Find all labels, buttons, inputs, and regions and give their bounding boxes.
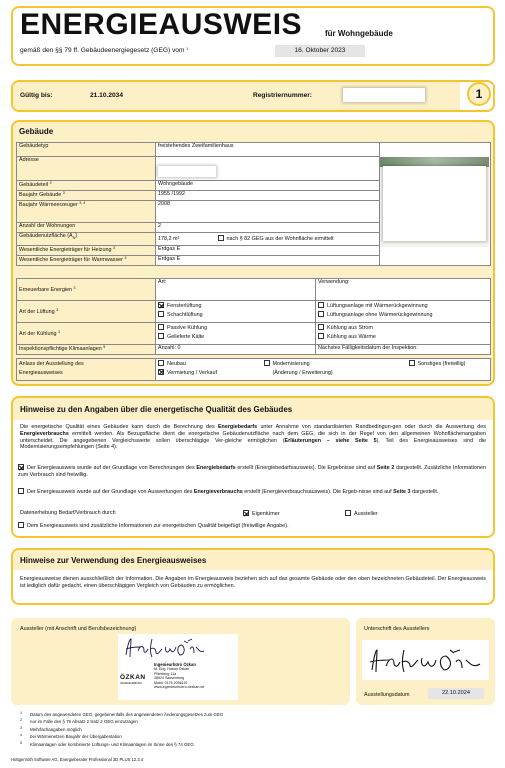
reason-modern: Modernisierung — [272, 361, 310, 367]
signature-label: Unterschrift des Ausstellers — [364, 626, 430, 632]
row-label-cooling — [17, 323, 156, 345]
reason-modern-checkbox[interactable] — [264, 360, 270, 366]
footnote-2 — [20, 718, 223, 725]
row-label-carrier-heat — [17, 246, 156, 256]
signature-date-label: Ausstellungsdatum — [364, 692, 410, 698]
notes-p5: Erläuterungen – siehe Seite 5 — [284, 437, 377, 444]
reason-new: Neubau — [167, 361, 186, 367]
row-value-year: 1955 /1992 — [156, 191, 380, 201]
usage-text: Energieausweise dienen ausschließlich der Information. Die Angaben im Energieausweis beziehen sich auf das gesamte Gebäude oder den oben bezeichneten Gebäudeteil. Der Energieausweis ist lediglich dafür gedacht, einen überschlägigen Vergleich von Gebäuden zu ermöglichen. — [20, 576, 486, 589]
law-date: 16. Oktober 2023 — [294, 47, 346, 54]
consumption-checkbox[interactable] — [18, 488, 24, 494]
document-subtitle: für Wohngebäude — [325, 29, 393, 38]
notes-option-consumption — [18, 488, 486, 496]
row-label-reason — [17, 359, 156, 381]
reason-label-2: Energieausweises — [19, 369, 63, 376]
data-owner-option — [243, 510, 280, 518]
area-note-checkbox[interactable] — [218, 235, 224, 241]
row-label-units: Anzahl der Wohnungen — [17, 223, 156, 233]
area-label-sub: N — [72, 236, 76, 241]
row-label-ac — [17, 345, 156, 355]
demand-d: Seite 2 — [376, 465, 395, 471]
area-label-text: Gebäudenutzfläche (A — [19, 233, 73, 239]
document-title: ENERGIEAUSWEIS — [20, 8, 303, 41]
cool-opt-passive: Passive Kühlung — [167, 325, 208, 331]
signature-date: 22.10.2024 — [442, 690, 470, 696]
reason-other-checkbox[interactable] — [409, 360, 415, 366]
signature-date-field — [428, 688, 484, 699]
page-number-circle — [467, 82, 491, 106]
notes-p2: unter Annahme von standardisierten Randbedingun-gen oder durch die Auswertung des — [257, 424, 486, 430]
ac-footnote: 5 — [103, 345, 106, 349]
stamp-street: Pilterberg 11a — [154, 671, 177, 676]
building-options-table — [16, 278, 491, 355]
reason-rent-checkbox[interactable] — [158, 369, 164, 375]
vent-label-text: Art der Lüftung — [19, 308, 55, 315]
footnote-1-n: 1 — [20, 711, 22, 715]
reason-other: Sonstiges (freiwillig) — [417, 361, 466, 367]
footnote-4 — [20, 733, 223, 740]
data-owner: Eigentümer — [252, 511, 280, 517]
photo-redacted — [383, 166, 486, 241]
notes-p4: ermittelt werden. Als Bezugsfläche dient die energetische Gebäudenutzfläche nach dem GEG, die sich in der Regel von den allgemeinen Wohnflächenangaben unterscheidet. Die angegebenen Vergleichswerte sollen überschlägige Ver-gleiche ermöglichen ( — [20, 430, 486, 444]
footnotes — [20, 711, 224, 748]
cool-footnote: 3 — [57, 329, 60, 334]
data-issuer-checkbox[interactable] — [345, 510, 351, 516]
data-owner-checkbox[interactable] — [243, 510, 249, 516]
vent-norecovery-checkbox[interactable] — [318, 311, 324, 317]
stamp-mobile: Mobil: 0176 2056191 — [154, 680, 188, 685]
row-label-type: Gebäudetyp — [17, 143, 156, 157]
renew-use: Verwendung: — [316, 279, 491, 301]
row-label-carrier-water — [17, 256, 156, 266]
usage-title: Hinweise zur Verwendung des Energieausweises — [20, 556, 207, 565]
notes-title: Hinweise zu den Angaben über die energetische Qualität des Gebäudes — [20, 405, 293, 414]
carrier-heat-footnote: 3 — [113, 246, 115, 250]
cool-label-text: Art der Kühlung — [19, 330, 57, 337]
law-line — [20, 47, 188, 56]
reason-modern-detail: (Änderung / Erweiterung) — [272, 369, 333, 376]
footnote-2-n: 2 — [20, 718, 22, 723]
footnote-5-text: Klimaanlagen oder kombinierte Lüftungs- und Klimaanlagen im Sinne des § 74 GEG — [30, 741, 194, 747]
vent-opt-shaft: Schachtlüftung — [167, 311, 203, 318]
data-issuer: Aussteller — [354, 511, 378, 517]
extra-info-checkbox[interactable] — [18, 522, 24, 528]
stamp-firm: Ingenieurbüro Özkan — [154, 662, 196, 667]
vent-shaft-checkbox[interactable] — [158, 311, 164, 317]
vent-opt-norecovery: Lüftungsanlage ohne Wärmerückgewinnung — [327, 311, 433, 318]
reason-table — [16, 358, 491, 381]
vent-footnote: 3 — [56, 307, 59, 312]
software-credit: Hottgenroth Software AG, Energieberater Professional 3D PLUS 12.3.4 — [11, 757, 144, 762]
renew-label-text: Erneuerbare Energien — [19, 286, 73, 293]
notes-option-demand — [18, 464, 486, 479]
law-footnote: 1 — [186, 47, 189, 51]
heater-year-label-text: Baujahr Wärmeerzeuger — [19, 202, 78, 208]
notes-p6: ). Teil des Energieausweises sind die Modernisierungsempfehlungen (Seite 4). — [20, 437, 487, 451]
vent-options-left — [156, 301, 316, 323]
notes-paragraph — [20, 424, 486, 451]
cool-opt-electric: Kühlung aus Strom — [327, 325, 373, 331]
year-label-text: Baujahr Gebäude — [19, 192, 62, 198]
footnote-4-n: 4 — [20, 733, 22, 738]
row-value-carrier-heat: Erdgas E — [156, 246, 380, 256]
row-label-renewables — [17, 279, 156, 301]
row-label-ventilation — [17, 301, 156, 323]
cons-e: dargestellt. — [410, 489, 439, 495]
row-value-units: 2 — [156, 223, 380, 233]
notes-p3: Energieverbrauchs — [20, 430, 69, 437]
issuer-stamp — [118, 634, 238, 700]
notes-p0: Die energetische Qualität eines Gebäudes kann durch die Berechnung des — [20, 424, 218, 430]
renew-footnote: 3 — [73, 285, 76, 290]
signature-icon — [366, 644, 484, 676]
cons-a: Der Energieausweis wurde auf der Grundlage von Auswertungen des — [27, 489, 194, 495]
footnote-3 — [20, 725, 223, 733]
cool-electric-checkbox[interactable] — [318, 324, 324, 330]
footnote-1 — [20, 711, 224, 718]
row-label-part — [17, 181, 156, 191]
carrier-heat-label-text: Wesentliche Energieträger für Heizung — [19, 247, 112, 253]
reason-rent: Vermietung / Verkauf — [167, 369, 218, 376]
issuer-logo-sub: INGENIEURBÜRO — [120, 682, 142, 685]
heater-year-footnote: 3, 4 — [79, 201, 86, 205]
reason-new-checkbox[interactable] — [158, 360, 164, 366]
demand-c: erstellt (Energiebedarfsausweis). Die Ergebnisse sind auf — [235, 465, 377, 471]
law-date-field — [275, 45, 365, 57]
cool-passive-checkbox[interactable] — [158, 324, 164, 330]
stamp-city: 38524 Sassenburg — [154, 676, 185, 681]
row-value-area — [156, 233, 380, 246]
vent-opt-window: Fensterlüftung — [167, 303, 202, 309]
cons-c: erstellt (Energieverbrauchsausweis). Die Ergeb-nisse sind auf — [242, 489, 394, 495]
footnote-1-text: Datum des angewendeten GEG, gegebenenfalls des angewendeten Änderungsgesetzes zum GEG — [30, 712, 224, 717]
row-value-part: Wohngebäude — [156, 181, 380, 191]
cool-delivered-checkbox[interactable] — [158, 333, 164, 339]
law-text: gemäß den §§ 79 ff. Gebäudeenergiegesetz (GEG) vom — [20, 47, 185, 54]
year-footnote: 3 — [62, 191, 65, 195]
issuer-logo: ÖZKAN — [120, 674, 146, 681]
row-value-type: freistehendes Zweifamilienhaus — [156, 143, 380, 157]
demand-e: dargestellt. Zusätzliche Informationen zum Verbrauch sind freiwillig. — [18, 465, 486, 478]
stamp-web: www.ingenieurbuero-oezkan.de — [154, 685, 205, 690]
ac-label-text: Inspektionspflichtige Klimaanlagen — [19, 346, 102, 352]
extra-info: Dem Energieausweis sind zusätzliche Informationen zur energetischen Qualität beigefügt (freiwillige Angabe). — [27, 523, 289, 529]
stamp-name: M. Eng. Hakan Özkan — [154, 667, 190, 672]
reason-col-2 — [262, 359, 407, 381]
area-value: 178,2 m² — [158, 236, 180, 242]
cool-options-left — [156, 323, 316, 345]
cons-b: Energieverbrauchs — [193, 489, 243, 495]
signature-field — [362, 640, 489, 680]
part-label-text: Gebäudeteil — [19, 182, 49, 188]
address-redacted — [158, 166, 216, 177]
cool-heat-checkbox[interactable] — [318, 333, 324, 339]
issuer-label: Aussteller (mit Anschrift und Berufsbezeichnung) — [20, 626, 137, 632]
ac-next-inspection: Nächstes Fälligkeitsdatum der Inspektion: — [316, 345, 491, 355]
demand-a: Der Energieausweis wurde auf der Grundlage von Berechnungen des — [27, 465, 197, 471]
row-label-area: Gebäudenutzfläche $(A_N)$ — [17, 233, 156, 246]
data-label: Datenerhebung Bedarf/Verbrauch durch — [20, 510, 116, 516]
row-label-heater-year — [17, 201, 156, 223]
row-value-heater-year: 2008 — [156, 201, 380, 223]
building-section-title: Gebäude — [19, 127, 54, 136]
registration-label: Registriernummer: — [253, 92, 312, 99]
footnote-5-n: 5 — [20, 740, 22, 745]
part-footnote: 2 — [49, 181, 52, 185]
carrier-water-label-text: Wesentliche Energieträger für Warmwasser — [19, 257, 123, 263]
ac-count: Anzahl: 0 — [156, 345, 316, 355]
reason-col-3 — [407, 359, 491, 381]
reason-label-1: Anlass der Ausstellung des — [19, 361, 84, 367]
row-value-carrier-water: Erdgas E — [156, 256, 380, 266]
area-note: nach § 82 GEG aus der Wohnfläche ermittelt — [226, 236, 334, 242]
demand-b: Energiebedarfs — [196, 465, 236, 471]
valid-label: Gültig bis: — [20, 92, 53, 99]
vent-recovery-checkbox[interactable] — [318, 302, 324, 308]
page-number: 1 — [475, 87, 483, 101]
cons-d: Seite 3 — [393, 489, 411, 495]
footnote-3-n: 3 — [20, 725, 22, 730]
reason-col-1 — [156, 359, 262, 381]
row-label-address: Adresse — [17, 157, 156, 181]
notes-p1: Energiebedarfs — [217, 424, 258, 430]
cool-opt-heat: Kühlung aus Wärme — [327, 333, 376, 340]
footnote-5 — [20, 740, 223, 748]
vent-opt-recovery: Lüftungsanlage mit Wärmerückgewinnung — [327, 303, 428, 309]
footnote-3-text: Mehrfachangaben möglich — [30, 726, 82, 732]
cool-opt-delivered: Gelieferte Kälte — [167, 333, 205, 340]
footnote-2-text: nur im Falle des § 79 Absatz 2 Satz 2 GEG einzutragen — [30, 719, 138, 725]
cool-options-right — [316, 323, 491, 345]
vent-window-checkbox[interactable] — [158, 302, 164, 308]
issuer-address — [154, 662, 204, 690]
renew-type: Art: — [156, 279, 316, 301]
data-issuer-option — [345, 510, 378, 518]
issuer-signature-icon — [122, 635, 212, 661]
footnote-4-text: bei Wärmenetzen Baujahr der Übergabestation — [30, 734, 122, 740]
row-label-year — [17, 191, 156, 201]
carrier-water-footnote: 3 — [124, 256, 127, 260]
demand-checkbox[interactable] — [18, 464, 24, 470]
extra-info-option — [18, 522, 486, 530]
valid-date: 21.10.2034 — [90, 92, 124, 99]
registration-number-redacted — [343, 88, 425, 102]
vent-options-right — [316, 301, 491, 323]
